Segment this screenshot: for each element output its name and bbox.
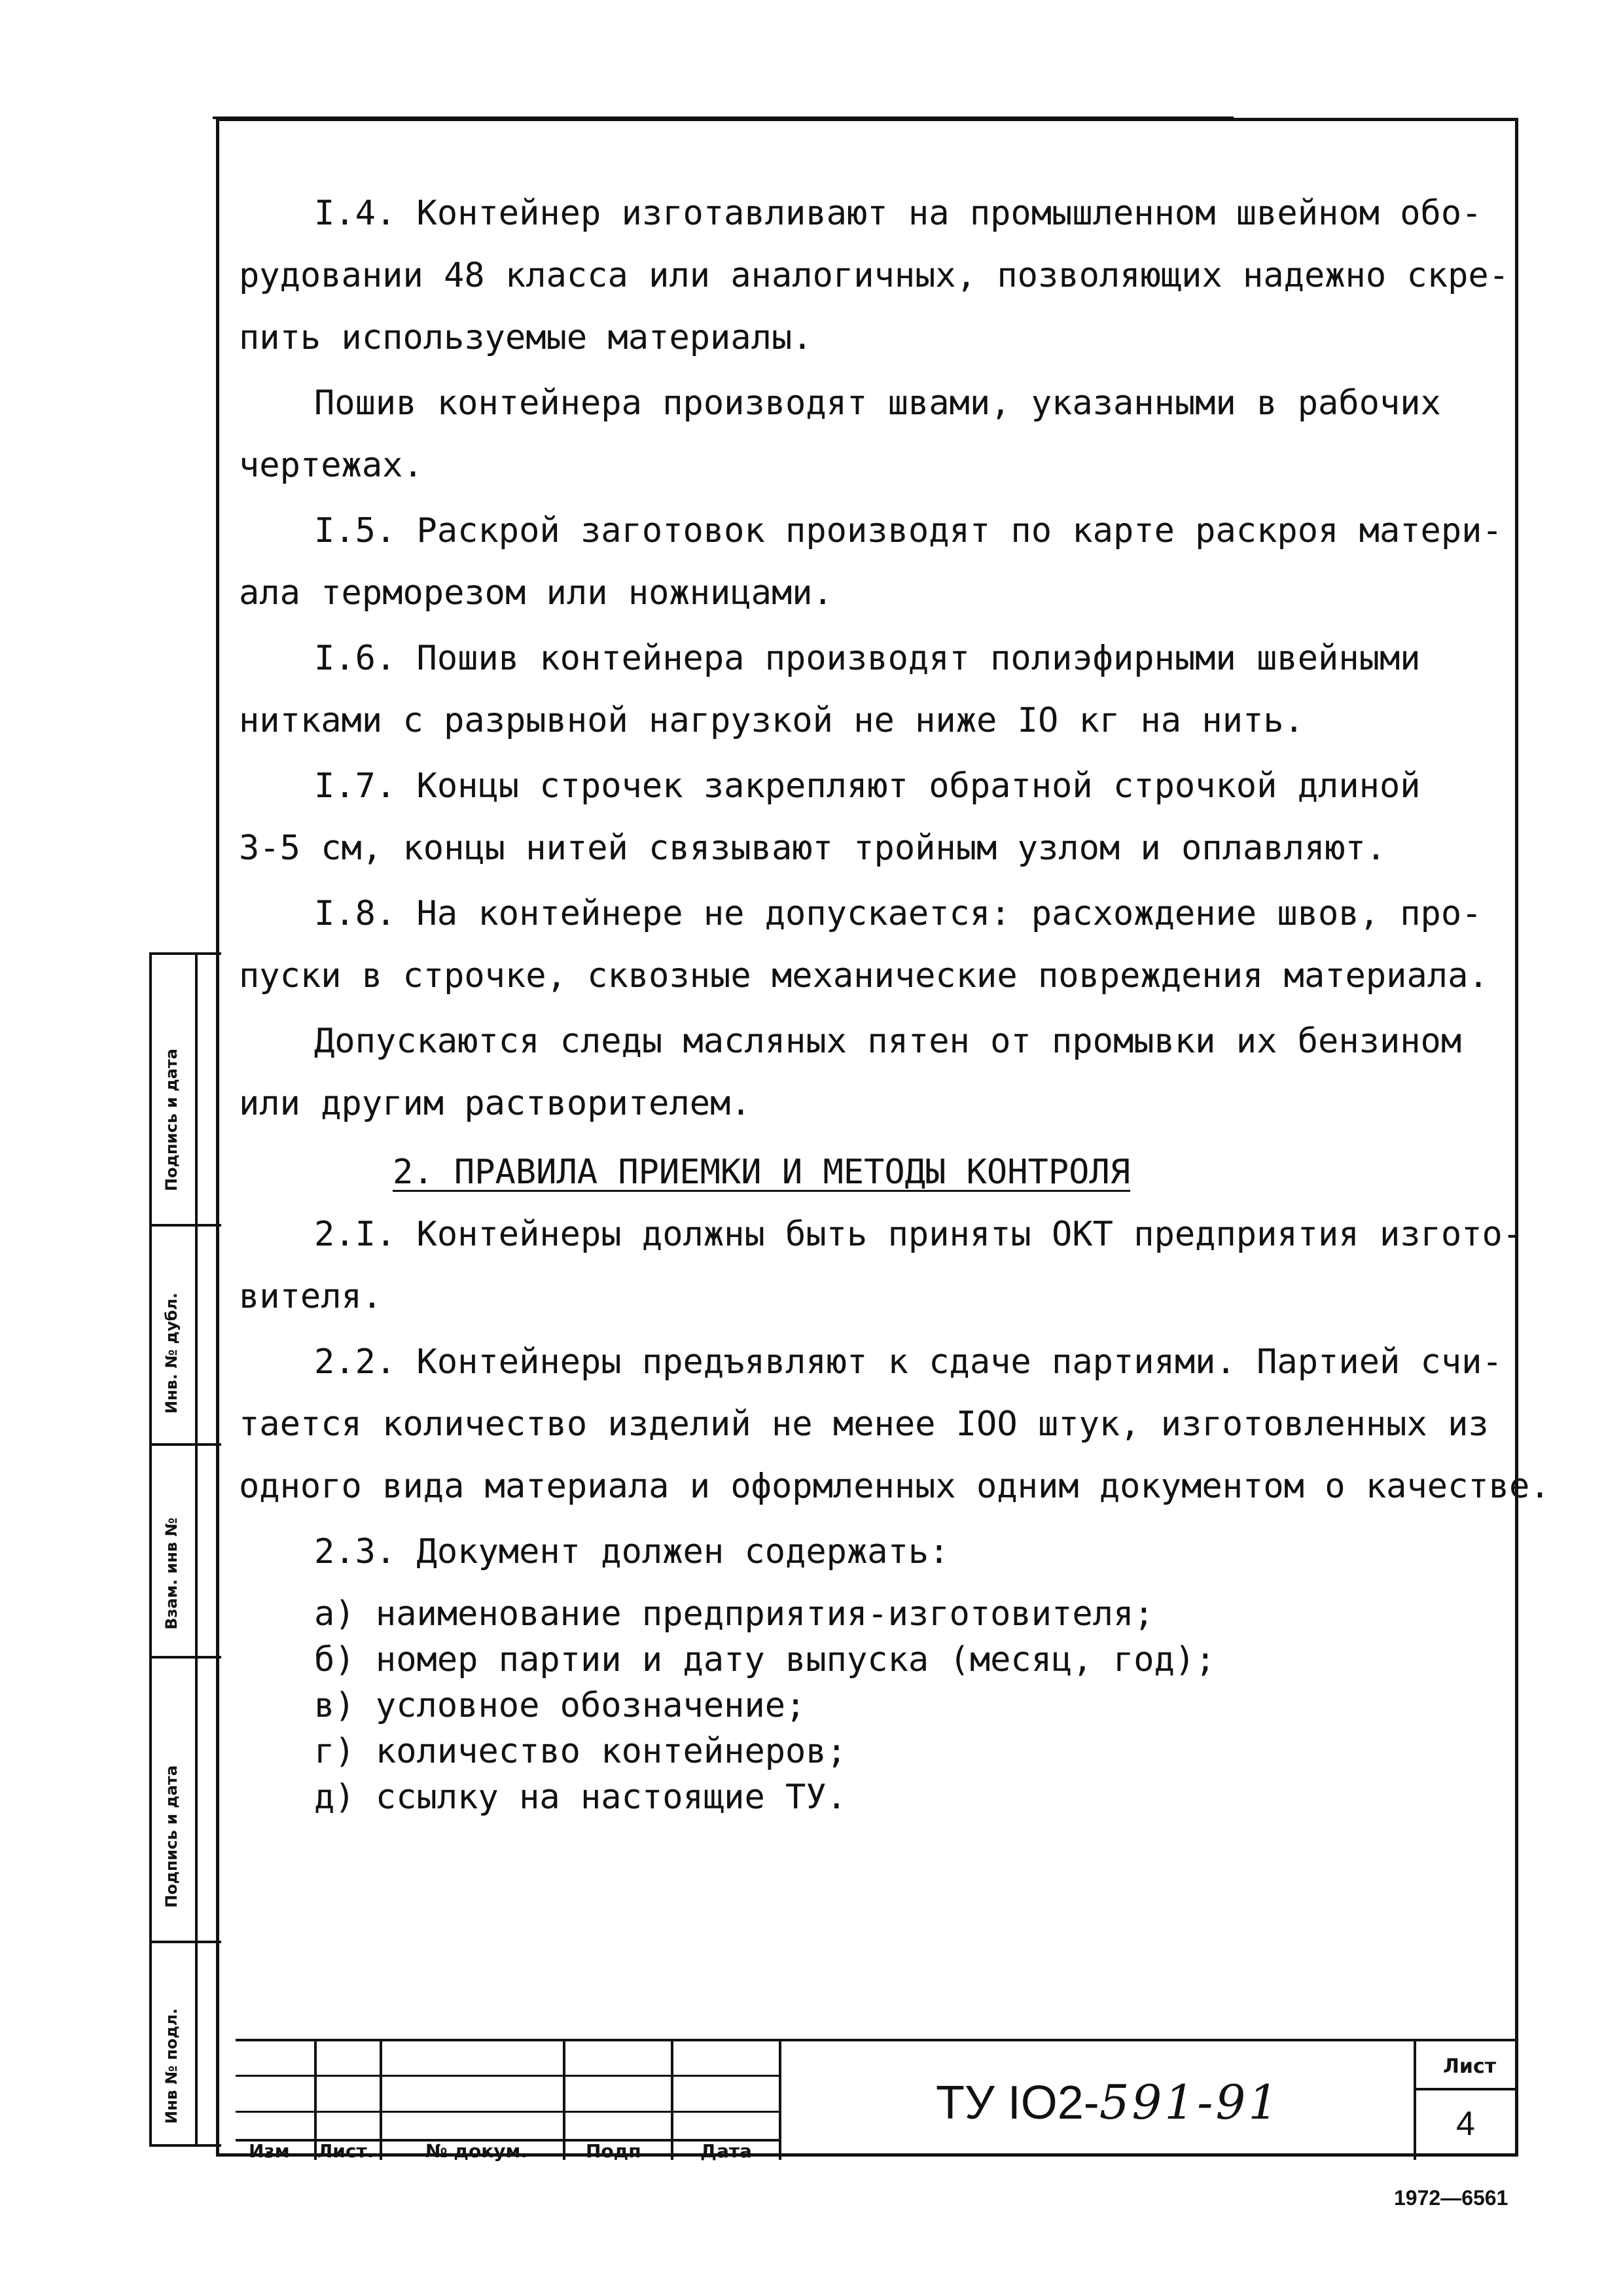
col-label-date: Дата [700, 2140, 752, 2162]
page-frame [216, 118, 1518, 2157]
body-line: чертежах. [239, 446, 423, 485]
body-line: I.8. На контейнере не допускается: расхождение швов, про- [314, 894, 1482, 933]
body-line: ала терморезом или ножницами. [239, 573, 833, 613]
body-line: I.6. Пошив контейнера производят полиэфирными швейными [314, 639, 1421, 678]
body-line: I.5. Раскрой заготовок производят по карте раскроя матери- [314, 511, 1503, 550]
body-line: 2.2. Контейнеры предъявляют к сдаче партиями. Партией счи- [314, 1342, 1503, 1382]
sheet-label: Лист [1443, 2055, 1497, 2078]
strip-cell-divider [149, 1941, 221, 1943]
doc-code-handwritten: 591-91 [1099, 2075, 1281, 2130]
body-line: пить используемые материалы. [239, 318, 813, 357]
document-code [936, 2075, 1281, 2130]
body-line: Допускаются следы масляных пятен от промывки их бензином [314, 1022, 1462, 1061]
body-line: вителя. [239, 1277, 383, 1316]
col-label-doc-number: № докум. [425, 2140, 528, 2162]
list-item: д) ссылку на настоящие ТУ. [314, 1778, 847, 1817]
body-line: пуски в строчке, сквозные механические повреждения материала. [239, 956, 1489, 996]
body-line: или другим растворителем. [239, 1084, 751, 1123]
strip-cell-divider [149, 1224, 221, 1227]
strip-cell-divider [149, 1443, 221, 1446]
col-label-sheet: Лист. [317, 2140, 374, 2162]
list-item: а) наименование предприятия-изготовителя; [314, 1594, 1154, 1634]
body-line: I.4. Контейнер изготавливают на промышленном швейном обо- [314, 194, 1482, 233]
strip-label-signature-date: Подпись и дата [162, 1049, 181, 1191]
col-label-change: Изм [249, 2140, 290, 2162]
body-line: рудовании 48 класса или аналогичных, позволяющих надежно скре- [239, 256, 1510, 295]
strip-label-duplicate-inv: Инв. № дубл. [162, 1292, 181, 1414]
body-line: 2.3. Документ должен содержать: [314, 1532, 950, 1571]
doc-code-prefix: ТУ IO2- [936, 2077, 1099, 2129]
body-line: одного вида материала и оформленных одним документом о качестве. [239, 1467, 1550, 1506]
body-line: нитками с разрывной нагрузкой не ниже IO кг на нить. [239, 701, 1304, 740]
margin-strip-divider [195, 952, 198, 2147]
print-code: 1972—6561 [1394, 2186, 1508, 2210]
body-line: Пошив контейнера производят швами, указанными в рабочих [314, 384, 1441, 423]
list-item: г) количество контейнеров; [314, 1732, 847, 1771]
body-line: тается количество изделий не менее IOO штук, изготовленных из [239, 1405, 1489, 1444]
body-line: 3-5 см, концы нитей связывают тройным узлом и оплавляют. [239, 829, 1387, 868]
sheet-number: 4 [1456, 2105, 1475, 2143]
body-line: I.7. Концы строчек закрепляют обратной строчкой длиной [314, 766, 1421, 806]
margin-stamp-strip [149, 952, 221, 2147]
list-item: в) условное обозначение; [314, 1686, 806, 1725]
strip-cell-divider [149, 1656, 221, 1659]
section-heading: 2. ПРАВИЛА ПРИЕМКИ И МЕТОДЫ КОНТРОЛЯ [393, 1153, 1131, 1192]
body-line: 2.I. Контейнеры должны быть приняты ОКТ предприятия изгото- [314, 1215, 1524, 1254]
strip-label-signature-date-2: Подпись и дата [162, 1765, 181, 1908]
strip-label-original-inv: Инв № подл. [162, 2008, 181, 2124]
col-label-signature: Подп [586, 2140, 641, 2162]
list-item: б) номер партии и дату выпуска (месяц, год); [314, 1640, 1216, 1679]
strip-label-replace-inv: Взам. инв № [162, 1517, 181, 1630]
